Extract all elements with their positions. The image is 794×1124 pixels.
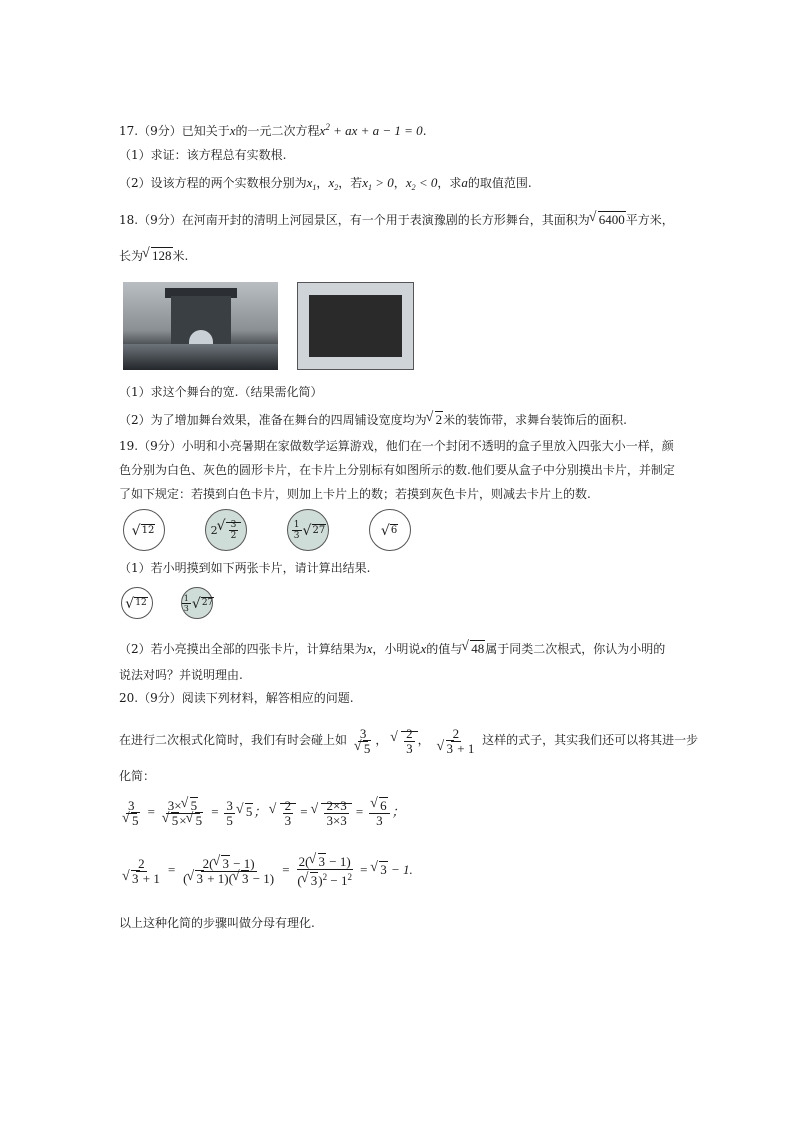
q19-part2: （2）若小亮摸出全部的四张卡片，计算结果为x，小明说x的值与√ 48属于同类二次根式，你认为小明的	[119, 641, 665, 657]
stage-diagram	[297, 282, 414, 370]
card-third-sqrt27: $\frac{1}{3}$ √ 27	[287, 509, 329, 551]
stage-inner-rect	[309, 295, 402, 357]
q19-part2-line2: 说法对吗？并说明理由.	[119, 668, 243, 682]
q18-sqrt-6400: √ 6400	[590, 212, 626, 228]
q19-line1: 19.（9分）小明和小亮暑期在家做数学运算游戏，他们在一个封闭不透明的盒子里放入四张大小一样，颜	[119, 439, 674, 453]
q19-line3: 了如下规定：若摸到白色卡片，则加上卡片上的数；若摸到灰色卡片，则减去卡片上的数.	[119, 487, 591, 501]
pick-card-sqrt12: √ 12	[121, 587, 153, 619]
q19-sqrt-48: √ 48	[462, 641, 485, 657]
q20-title: 20.（9分）阅读下列材料，解答相应的问题.	[119, 691, 354, 705]
q20-derivation-2: 2 √ 3 + 1 = $\frac{2(√ 3 - 1)}{(√ 3 + 1)(√ 3 - 1)}$ = $\frac{2(√ 3 - 1)}{(√ 3)^2 - 1^2}$ = √ 3 − 1.	[119, 848, 413, 892]
q20-intro-line2: 化简：	[119, 769, 156, 783]
q18-part2: （2）为了增加舞台效果，准备在舞台的四周铺设宽度均为√ 2米的装饰带，求舞台装饰后的面积.	[119, 412, 627, 428]
q18-sqrt-2: √ 2	[427, 412, 444, 428]
kaifeng-gate-photo	[123, 282, 278, 370]
example-3-over-sqrt5: 3 √ 5	[351, 732, 376, 747]
q18-sqrt-128: √ 128	[143, 248, 173, 264]
card-sqrt12: √ 12	[123, 509, 165, 551]
q18-part1: （1）求这个舞台的宽.（结果需化简）	[119, 385, 323, 399]
q19-part1: （1）若小明摸到如下两张卡片，请计算出结果.	[119, 561, 371, 575]
q17-stem: 17.（9分）已知关于x的一元二次方程$x^2$ + ax + a − 1 = 0.	[119, 122, 427, 138]
q20-derivation-1: 3 √ 5 = 3×√ 5 √ 5×√ 5 = $\frac{3}{5}$ √ 5； √ $\frac{2}{3}$ = √ $\frac{2\times 3}{3\times 3}$ = √ $\frac{6}{3}$ ；	[119, 792, 405, 832]
example-sqrt-2-over-3: √ $\frac{2}{3}$	[391, 732, 418, 747]
card-2sqrt3over2: 2 √ $\frac{3}{2}$	[205, 509, 247, 551]
example-2-over-sqrt3-plus1: 2 √ 3 + 1	[434, 732, 479, 747]
q19-line2: 色分别为白色、灰色的圆形卡片，在卡片上分别标有如图所示的数.他们要从盒子中分别摸出卡片，并制定	[119, 463, 675, 477]
q20-intro: 在进行二次根式化简时，我们有时会碰上如 3 √ 5 ， √ $\frac{2}{3}$ ， 2 √ 3 + 1 这样的式子，其实我们还可以将其进一步	[119, 722, 698, 758]
q18-stem-line2: 长为√ 128米.	[119, 248, 188, 264]
q17-equation: $x^2$ + ax + a − 1 = 0	[319, 122, 423, 138]
q20-conclusion: 以上这种化简的步骤叫做分母有理化.	[119, 916, 315, 930]
q18-stem-line1: 18.（9分）在河南开封的清明上河园景区，有一个用于表演豫剧的长方形舞台，其面积为√ 6400平方米，	[119, 212, 674, 228]
pick-card-third-sqrt27: $\frac{1}{3}$ √ 27	[181, 587, 213, 619]
q17-part1: （1）求证：该方程总有实数根.	[119, 148, 287, 162]
card-sqrt6: √ 6	[369, 509, 411, 551]
q17-part2: （2）设该方程的两个实数根分别为$x_1$，$x_2$，若$x_1 > 0$，$x_2 < 0$，求a的取值范围.	[119, 175, 532, 192]
q17-var-x: x	[229, 123, 236, 138]
